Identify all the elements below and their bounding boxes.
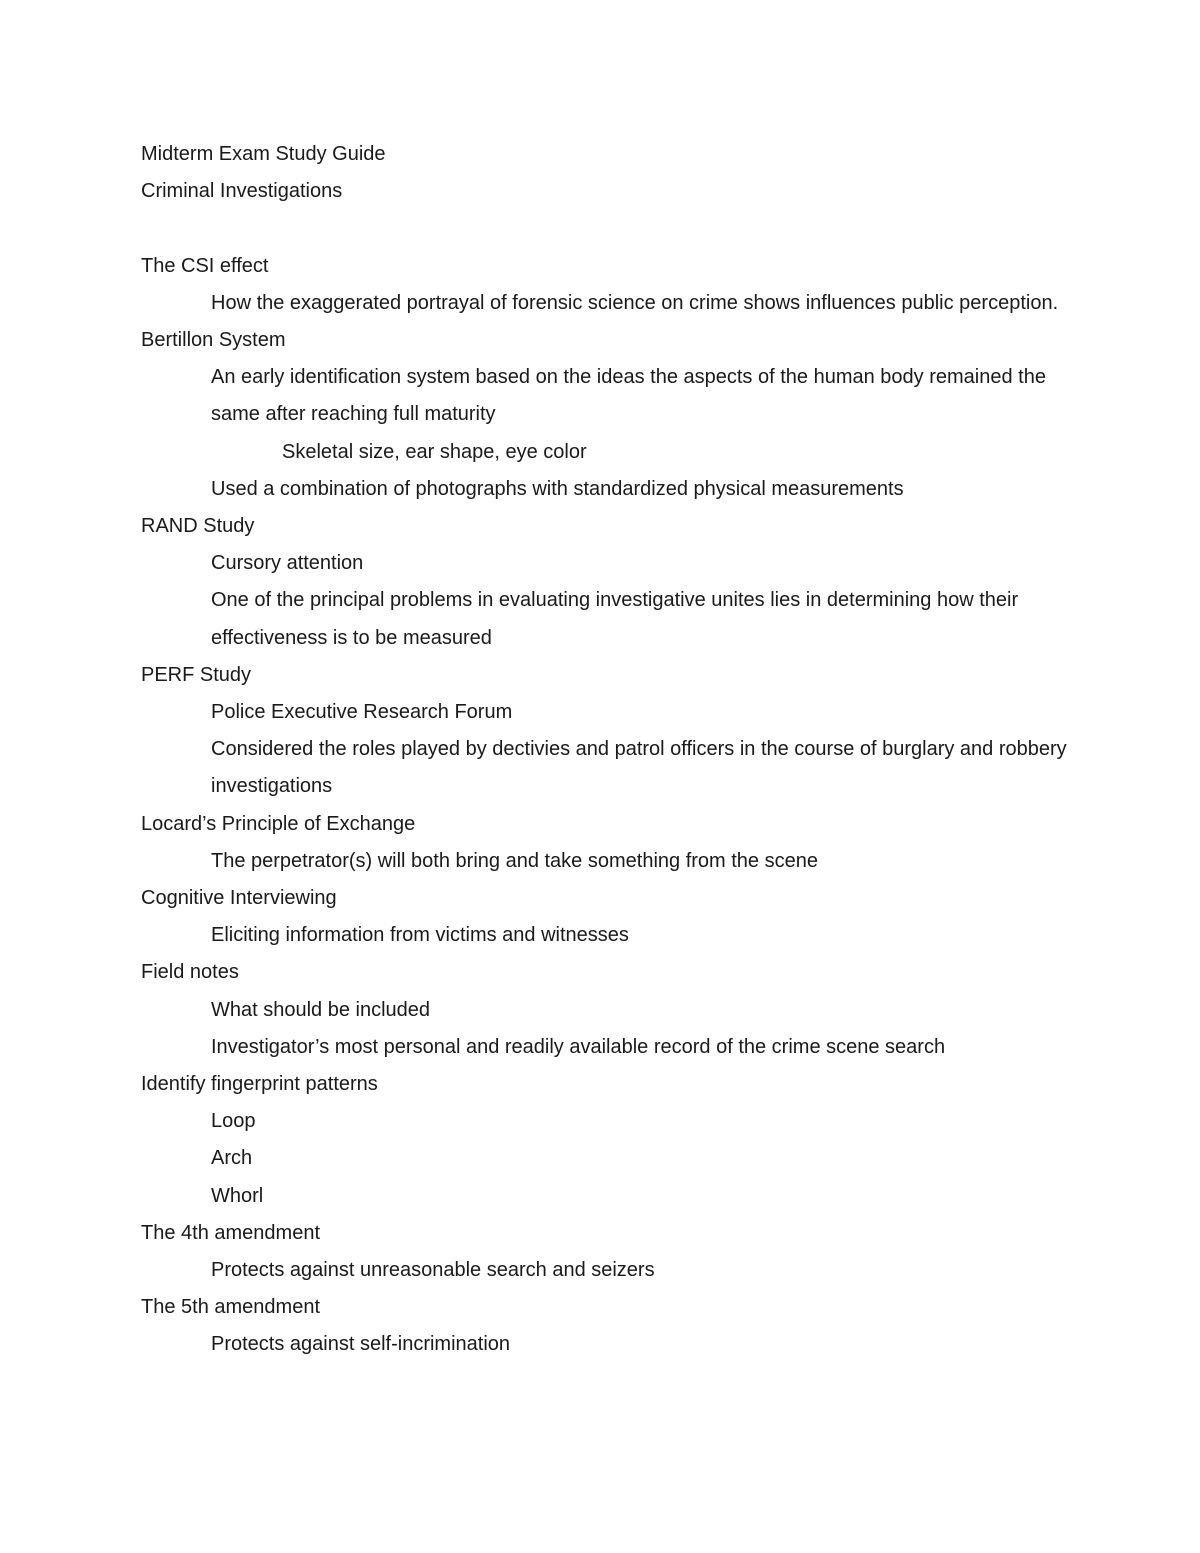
course-name: Criminal Investigations (141, 180, 343, 203)
topic (141, 1215, 1081, 1289)
topic-detail: Used a combination of photographs with standardized physical measurements (211, 477, 904, 500)
topic-term: The 4th amendment (141, 1221, 320, 1244)
topic (141, 954, 1081, 1066)
topic-detail: Whorl (211, 1184, 264, 1207)
topic-detail: Arch (211, 1147, 253, 1170)
topic-detail: Cursory attention (211, 552, 364, 575)
blank-line (141, 210, 1081, 247)
topic-term: Locard’s Principle of Exchange (141, 812, 416, 835)
topic-term: The 5th amendment (141, 1296, 320, 1319)
topic-detail: What should be included (211, 998, 431, 1021)
topic-term: Identify fingerprint patterns (141, 1072, 378, 1095)
topic-list (141, 248, 1081, 1364)
document-title: Midterm Exam Study Guide (141, 143, 386, 165)
topic-term: Field notes (141, 961, 239, 984)
topic-detail: The perpetrator(s) will both bring and take something from the scene (211, 849, 818, 872)
study-guide (141, 136, 1081, 1363)
topic-detail: Police Executive Research Forum (211, 700, 513, 723)
topic (141, 248, 1081, 322)
topic-term: Bertillon System (141, 328, 286, 351)
topic-detail: How the exaggerated portrayal of forensic science on crime shows influences public perception. (211, 291, 1059, 314)
topic (141, 880, 1081, 954)
topic (141, 508, 1081, 657)
topic (141, 806, 1081, 880)
topic-detail: Considered the roles played by dectivies and patrol officers in the course of burglary and robbery investigations (211, 738, 1067, 798)
topic (141, 1289, 1081, 1363)
topic-detail: Protects against self-incrimination (211, 1333, 511, 1356)
topic-term: PERF Study (141, 663, 252, 686)
topic (141, 657, 1081, 806)
topic-subdetail: Skeletal size, ear shape, eye color (282, 440, 587, 463)
topic-term: RAND Study (141, 514, 255, 537)
topic-term: The CSI effect (141, 254, 269, 277)
topic-detail: Loop (211, 1110, 256, 1133)
topic (141, 1066, 1081, 1215)
topic (141, 322, 1081, 508)
topic-detail: Eliciting information from victims and witnesses (211, 924, 629, 947)
topic-detail: One of the principal problems in evaluating investigative unites lies in determining how their effectiveness is to be measured (211, 589, 1019, 649)
topic-detail: Investigator’s most personal and readily available record of the crime scene search (211, 1035, 946, 1058)
document-heading (141, 136, 1081, 248)
topic-term: Cognitive Interviewing (141, 886, 337, 909)
topic-detail: Protects against unreasonable search and seizers (211, 1258, 655, 1281)
topic-detail: An early identification system based on the ideas the aspects of the human body remained the same after reaching full maturity (211, 366, 1046, 426)
